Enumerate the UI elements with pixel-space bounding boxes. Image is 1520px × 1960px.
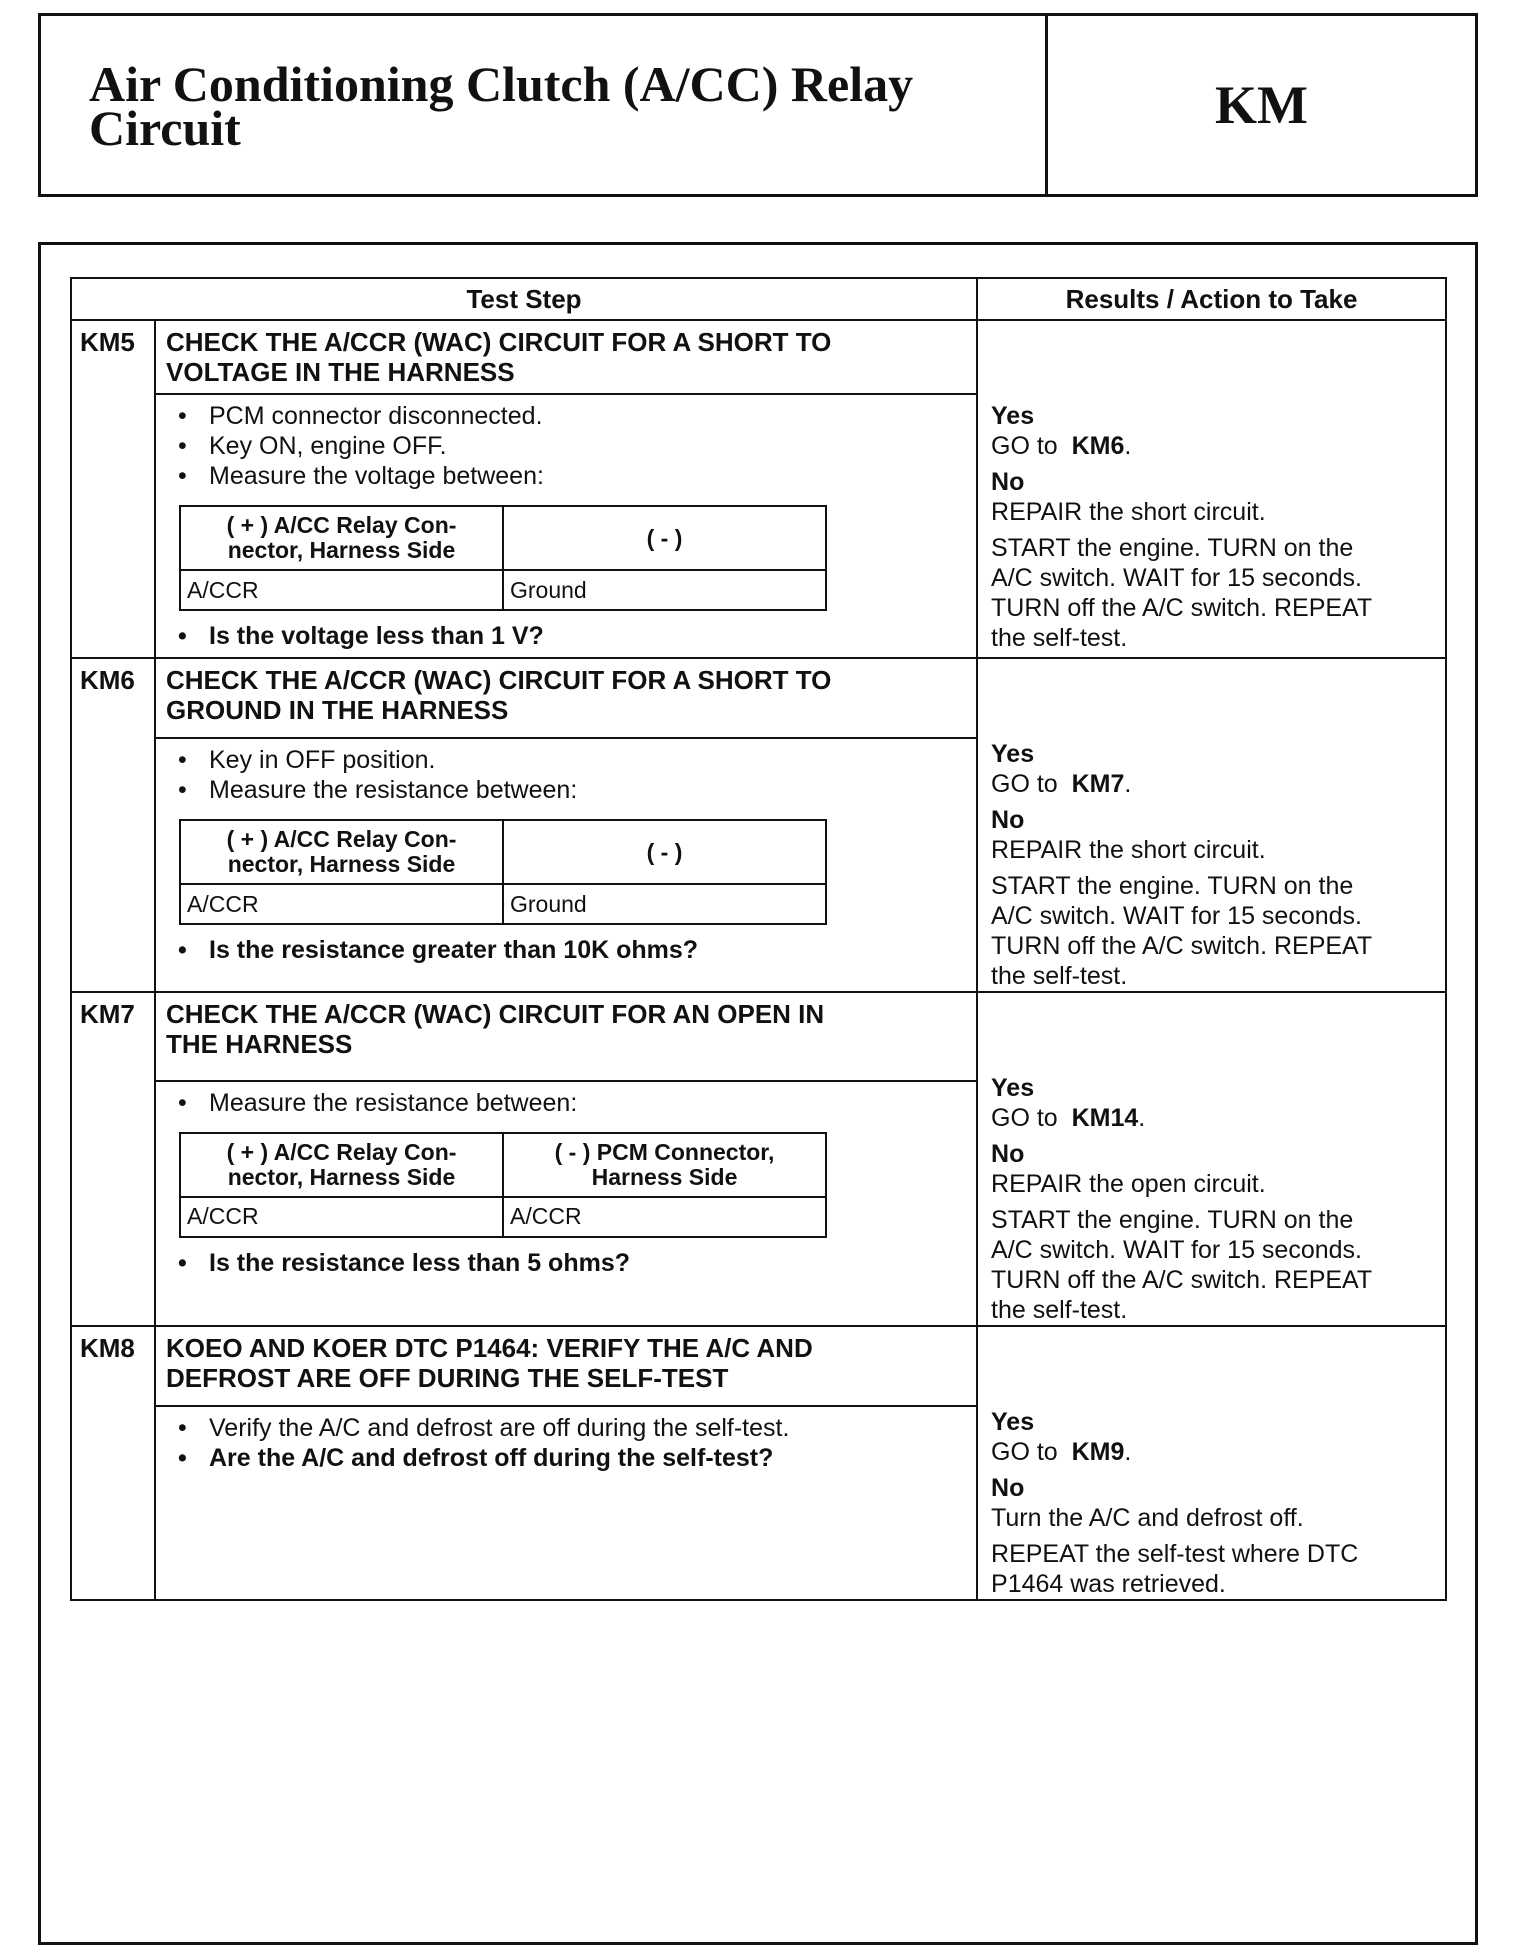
bullet-item: • Measure the voltage between: <box>171 461 966 491</box>
measurement-header: ( + ) A/CC Relay Con- nector, Harness Side <box>180 506 503 570</box>
step-body <box>155 394 977 658</box>
bullet-item: • Verify the A/C and defrost are off during the self-test. <box>171 1413 966 1443</box>
measurement-header: ( + ) A/CC Relay Con- nector, Harness Side <box>180 820 503 884</box>
no-action: REPAIR the short circuit. <box>991 498 1266 526</box>
measurement-table <box>179 505 827 611</box>
goto-step-link: KM7 <box>1071 770 1125 798</box>
step-results <box>977 992 1446 1326</box>
no-action: REPAIR the open circuit. <box>991 1170 1266 1198</box>
step-results <box>977 320 1446 658</box>
step-id: KM7 <box>71 992 155 1081</box>
step-title-row <box>71 992 1446 1081</box>
bullet-item: • PCM connector disconnected. <box>171 401 966 431</box>
yes-action: GO to KM14. <box>991 1104 1146 1132</box>
step-title-line: CHECK THE A/CCR (WAC) CIRCUIT FOR A SHORT TO <box>166 327 832 357</box>
step-id: KM8 <box>71 1326 155 1406</box>
step-results <box>977 1326 1446 1600</box>
bullet-item: • Key ON, engine OFF. <box>171 431 966 461</box>
measurement-value: A/CCR <box>180 570 503 610</box>
measurement-header: ( - ) PCM Connector, Harness Side <box>503 1133 826 1197</box>
yes-action: GO to KM7. <box>991 770 1132 798</box>
step-title-line: CHECK THE A/CCR (WAC) CIRCUIT FOR A SHORT TO <box>166 665 832 695</box>
step-title <box>155 1326 977 1406</box>
no-label: No <box>991 468 1025 496</box>
bullet-item: • Measure the resistance between: <box>171 775 966 805</box>
no-label: No <box>991 1474 1025 1502</box>
note-line: A/C switch. WAIT for 15 seconds. <box>991 902 1362 930</box>
step-title-line: CHECK THE A/CCR (WAC) CIRCUIT FOR AN OPEN IN <box>166 999 825 1029</box>
measurement-header: ( - ) <box>503 506 826 570</box>
note-line: P1464 was retrieved. <box>991 1570 1226 1598</box>
no-action: Turn the A/C and defrost off. <box>991 1504 1304 1532</box>
yes-label: Yes <box>991 1408 1035 1436</box>
step-title <box>155 658 977 738</box>
measurement-table <box>179 1132 827 1238</box>
title-line-1: Air Conditioning Clutch (A/CC) Relay <box>89 56 914 112</box>
title-line-2: Circuit <box>89 100 241 156</box>
question-item: • Is the voltage less than 1 V? <box>171 621 966 651</box>
bullet-item: • Key in OFF position. <box>171 745 966 775</box>
measurement-value: A/CCR <box>180 1197 503 1237</box>
note-line: the self-test. <box>991 962 1128 990</box>
step-body <box>155 1081 977 1326</box>
no-label: No <box>991 806 1025 834</box>
step-title-line: GROUND IN THE HARNESS <box>166 695 509 725</box>
measurement-header: ( - ) <box>503 820 826 884</box>
goto-step-link: KM14 <box>1071 1104 1139 1132</box>
step-id: KM6 <box>71 658 155 738</box>
note-line: A/C switch. WAIT for 15 seconds. <box>991 1236 1362 1264</box>
step-results <box>977 658 1446 992</box>
measurement-value: A/CCR <box>180 884 503 924</box>
note-line: TURN off the A/C switch. REPEAT <box>991 594 1373 622</box>
step-title-line: DEFROST ARE OFF DURING THE SELF-TEST <box>166 1363 729 1393</box>
measurement-value: Ground <box>503 884 826 924</box>
measurement-value: Ground <box>503 570 826 610</box>
yes-label: Yes <box>991 740 1035 768</box>
note-line: START the engine. TURN on the <box>991 872 1354 900</box>
step-title-line: THE HARNESS <box>166 1029 353 1059</box>
step-title <box>155 320 977 394</box>
measurement-table <box>179 819 827 925</box>
step-body <box>155 738 977 992</box>
note-line: REPEAT the self-test where DTC <box>991 1540 1359 1568</box>
step-title-line: VOLTAGE IN THE HARNESS <box>166 357 515 387</box>
table-header-row <box>71 278 1446 320</box>
bullet-item: • Measure the resistance between: <box>171 1088 966 1118</box>
page-header <box>38 13 1478 197</box>
results-header: Results / Action to Take <box>977 278 1446 320</box>
yes-label: Yes <box>991 402 1035 430</box>
note-line: the self-test. <box>991 624 1128 652</box>
step-title-row <box>71 320 1446 394</box>
step-body <box>155 1406 977 1600</box>
question-item: • Is the resistance less than 5 ohms? <box>171 1248 966 1278</box>
step-title <box>155 992 977 1081</box>
question-item: • Are the A/C and defrost off during the self-test? <box>171 1443 966 1473</box>
note-line: A/C switch. WAIT for 15 seconds. <box>991 564 1362 592</box>
page-title <box>41 16 1048 194</box>
yes-action: GO to KM6. <box>991 432 1132 460</box>
goto-step-link: KM6 <box>1071 432 1125 460</box>
step-id: KM5 <box>71 320 155 394</box>
yes-action: GO to KM9. <box>991 1438 1132 1466</box>
question-item: • Is the resistance greater than 10K ohms? <box>171 935 966 965</box>
step-title-row <box>71 658 1446 738</box>
note-line: START the engine. TURN on the <box>991 1206 1354 1234</box>
diagnostic-table <box>70 277 1447 1601</box>
note-line: START the engine. TURN on the <box>991 534 1354 562</box>
step-title-row <box>71 1326 1446 1406</box>
note-line: TURN off the A/C switch. REPEAT <box>991 1266 1373 1294</box>
note-line: TURN off the A/C switch. REPEAT <box>991 932 1373 960</box>
step-title-line: KOEO AND KOER DTC P1464: VERIFY THE A/C AND <box>166 1333 813 1363</box>
no-action: REPAIR the short circuit. <box>991 836 1266 864</box>
measurement-value: A/CCR <box>503 1197 826 1237</box>
note-line: the self-test. <box>991 1296 1128 1324</box>
measurement-header: ( + ) A/CC Relay Con- nector, Harness Side <box>180 1133 503 1197</box>
section-code: KM <box>1215 75 1308 135</box>
yes-label: Yes <box>991 1074 1035 1102</box>
test-step-header: Test Step <box>71 278 977 320</box>
no-label: No <box>991 1140 1025 1168</box>
goto-step-link: KM9 <box>1071 1438 1125 1466</box>
